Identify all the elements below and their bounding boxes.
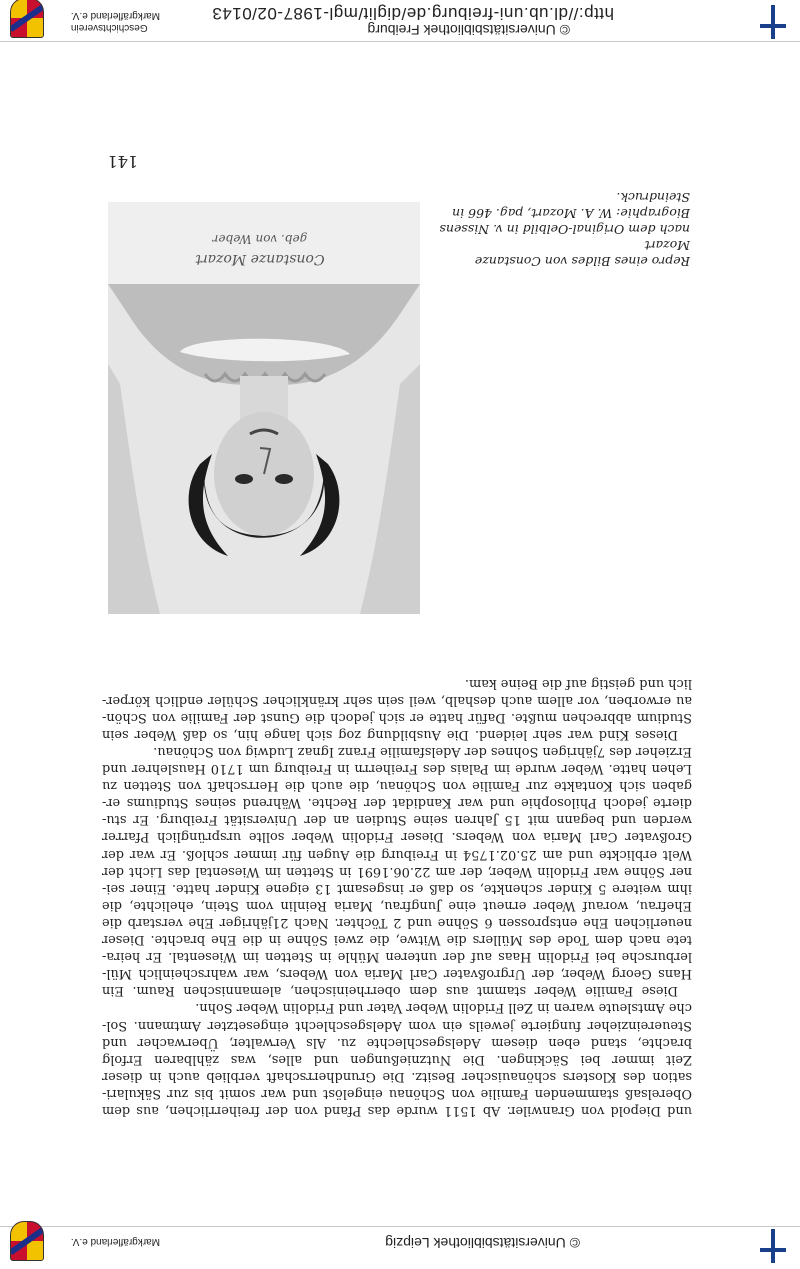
text-line: lich und geistig auf die Beine kam. [464, 675, 692, 691]
text-line: Lehen hatte. Weber wurde im Palais des Freiherrn in Freiburg um 1710 Hauslehrer und [102, 761, 692, 777]
library-credit: © Universitätsbibliothek Freiburg [367, 22, 570, 38]
caption-line: Biographie: W. A. Mozart, pag. 466 in [452, 206, 690, 221]
society-crest-icon [10, 0, 44, 38]
text-line: Steuereinzieher fungierte jeweils ein vom Adelsgeschlecht eingesetzter Amtmann. Sol- [102, 1017, 692, 1033]
article-body [102, 675, 692, 1119]
text-line: gaben sich Kontakte zur Familie von Schönau, die auch die Herrschaft von Stetten zu [102, 778, 692, 794]
library-credit: © Universitätsbibliothek Leipzig [385, 1235, 580, 1251]
text-line: tete nach dem Tode des Müllers die Witwe, die zwei Söhne in die Ehe brachte. Dieser [102, 932, 692, 948]
top-banner [0, 1226, 800, 1269]
text-line: neuerlichen Ehe entsprossen 6 Söhne und 2 Töchter. Nach 21jähriger Ehe verstarb die [102, 914, 692, 930]
text-line: brachte, stand eben diesem Adelsgeschlechte zu. Als Verwalter, Überwacher und [102, 1034, 692, 1050]
text-line: Welt erblickte und am 25.02.1754 in Freiburg die Augen für immer schloß. Er war der [102, 846, 692, 862]
text-line: Studium abbrechen mußte. Dafür hatte er sich jedoch die Gunst der Familie von Schön- [102, 709, 692, 725]
bottom-banner [0, 0, 800, 42]
text-line: Hans Georg Weber, der Urgroßvater Carl Maria von Webers, war wahrscheinlich Mül- [102, 966, 692, 982]
inscription-maiden-name: geb. von Weber [212, 232, 308, 246]
text-line: ihm weitere 5 Kinder schenkte, so daß er insgesamt 13 eigene Kinder hatte. Einer sei- [102, 880, 692, 896]
society-line: Geschichtsverein [70, 22, 148, 33]
text-line: Diese Familie Weber stammt aus dem oberrheinischen, alemannischen Raum. Ein [102, 983, 678, 999]
caption-line: Steindruck. [616, 190, 690, 205]
text-line: Zeit immer bei Säckingen. Die Nutznießungen und alles, was zählbaren Erfolg [102, 1051, 692, 1067]
permalink-url[interactable]: http://dl.ub.uni-freiburg.de/diglit/mgl-1987-02/0143 [211, 4, 614, 23]
university-library-logo-icon [756, 5, 790, 39]
text-line: Ehefrau, worauf Weber erneut eine Jungfrau, Maria Reinlin vom Stein, ehelichte, die [102, 897, 692, 913]
text-line: und Diepold von Granwiler. Ab 1511 wurde das Pfand von der freiherrlichen, aus dem [102, 1103, 692, 1118]
portrait-inscription [140, 229, 380, 269]
text-line: che Amtsleute waren in Zell Fridolin Weber Vater und Fridolin Weber Sohn. [195, 1000, 692, 1016]
caption-line: Repro eines Bildes von Constanze Mozart [474, 238, 690, 269]
text-line: Großvater Carl Maria von Webers. Dieser Fridolin Weber sollte ursprünglich Pfarrer [102, 829, 692, 845]
text-line: dierte jedoch Philosophie und war Kandidat der Rechte. Während seines Studiums er- [102, 795, 692, 811]
text-line: Dieses Kind war sehr leidend. Die Ausbildung zog sich lange hin, so daß Weber sein [102, 726, 678, 742]
university-library-logo-icon [756, 1229, 790, 1263]
inscription-name: Constanze Mozart [195, 251, 325, 267]
caption-line: nach dem Original-Oelbild in v. Nissens [439, 222, 690, 237]
society-name [71, 9, 160, 33]
page-number: 141 [107, 152, 138, 171]
text-line: werden und begann mit 15 Jahren seine Studien an der Universität Freiburg. Er stu- [102, 812, 692, 828]
society-line: Markgräflerland e.V. [70, 10, 160, 21]
text-line: lerbursche bei Fridolin Haas auf der unteren Mühle in Stetten im Wiesental. Er heira- [102, 949, 692, 965]
text-line: Oberelsaß stammenden Familie von Schönau eingelöst und war somit bis zur Säkulari- [102, 1085, 692, 1101]
text-line: sation des Klosters schönauischer Besitz. Die Grundherrschaft verblieb auch in dieser [102, 1068, 692, 1084]
text-line: Erzieher des 7jährigen Sohnes der Adelsfamilie Franz Ignaz Ludwig von Schönau. [153, 744, 692, 760]
society-crest-icon [10, 1221, 44, 1261]
society-name: Markgräflerland e.V. [70, 1236, 160, 1247]
figure-caption [430, 189, 690, 269]
portrait-figure [108, 202, 420, 614]
text-line: ner Söhne war Fridolin Weber, der am 22.06.1691 in Stetten im Wiesental das Licht der [102, 863, 692, 879]
text-line: au erworben, vor allem auch deshalb, weil sein sehr kränklicher Schüler endlich körper- [102, 692, 692, 708]
